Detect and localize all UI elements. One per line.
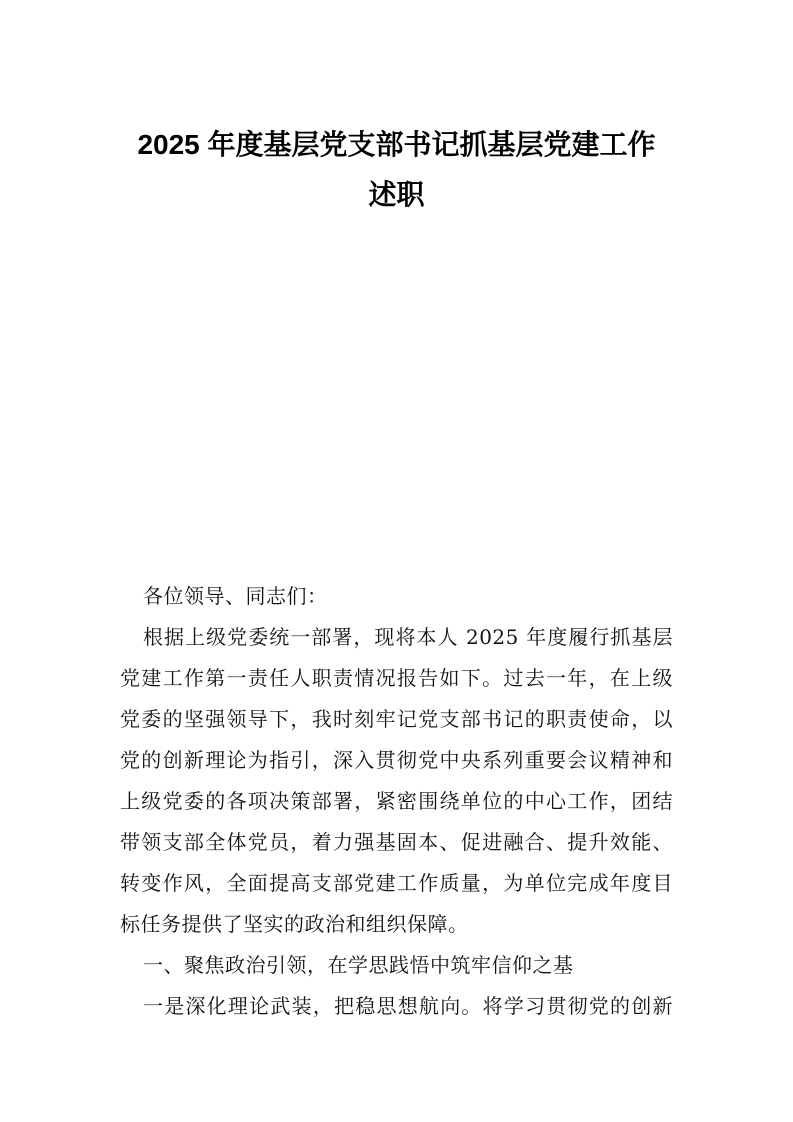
title-line-1: 2025 年度基层党支部书记抓基层党建工作 xyxy=(137,129,656,160)
section-heading-paragraph xyxy=(120,945,673,986)
body-line: 带领支部全体党员，着力强基固本、促进融合、提升效能、 xyxy=(120,830,673,854)
salutation: 各位领导、同志们： xyxy=(143,584,328,608)
body-line: 党的创新理论为指引，深入贯彻党中央系列重要会议精神和 xyxy=(120,748,673,772)
document-body xyxy=(120,576,673,1027)
section-heading: 一、聚焦政治引领，在学思践悟中筑牢信仰之基 xyxy=(143,953,574,977)
salutation-paragraph xyxy=(120,576,673,617)
title-line-2: 述职 xyxy=(368,179,425,210)
body-line: 根据上级党委统一部署，现将本人 2025 年度履行抓基层 xyxy=(143,625,673,649)
body-line: 标任务提供了坚实的政治和组织保障。 xyxy=(120,912,469,936)
section-body-paragraph xyxy=(120,986,673,1027)
intro-paragraph xyxy=(120,617,673,945)
body-line: 一是深化理论武装，把稳思想航向。将学习贯彻党的创新 xyxy=(143,994,673,1018)
body-line: 上级党委的各项决策部署，紧密围绕单位的中心工作，团结 xyxy=(120,789,673,813)
document-title xyxy=(100,120,693,220)
body-line: 党委的坚强领导下，我时刻牢记党支部书记的职责使命，以 xyxy=(120,707,673,731)
body-line: 转变作风，全面提高支部党建工作质量，为单位完成年度目 xyxy=(120,871,673,895)
body-line: 党建工作第一责任人职责情况报告如下。过去一年，在上级 xyxy=(120,666,673,690)
